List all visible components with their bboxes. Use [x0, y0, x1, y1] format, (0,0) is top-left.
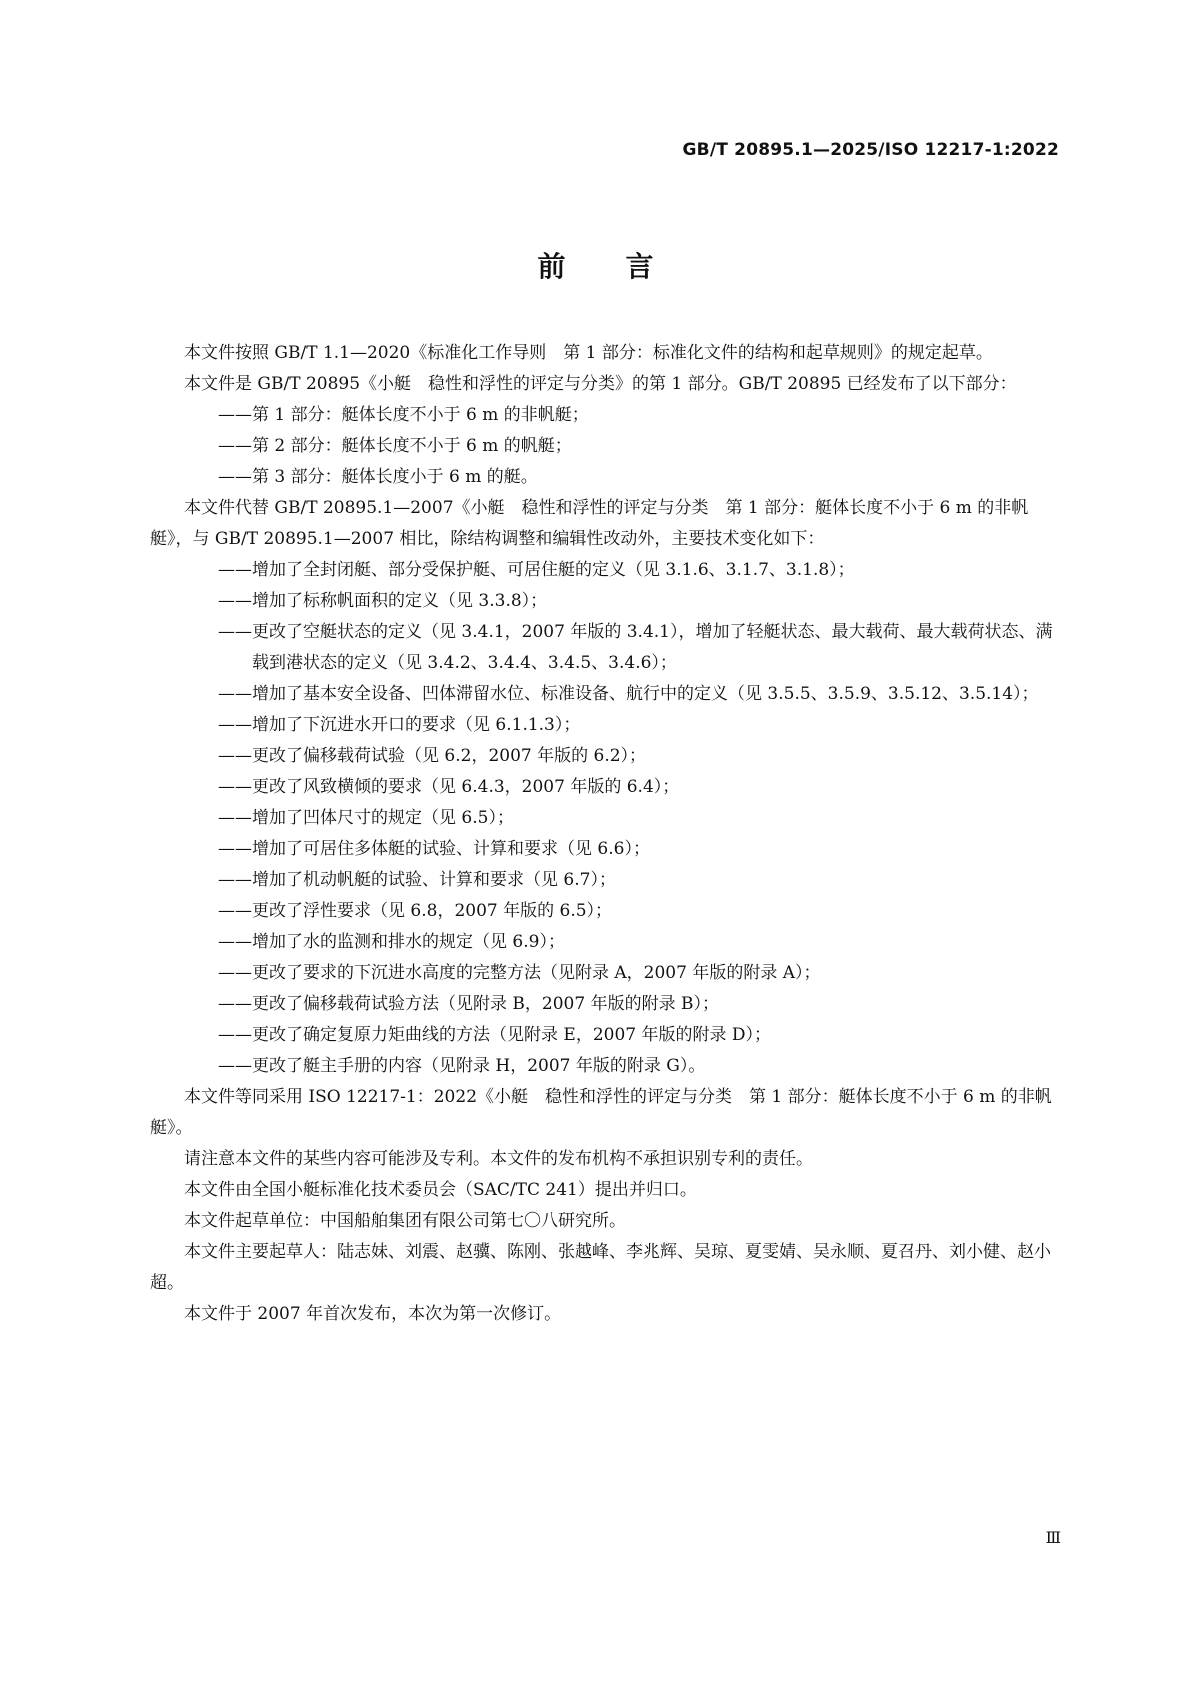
paragraph-proposer: 本文件由全国小艇标准化技术委员会（SAC/TC 241）提出并归口。 — [184, 1180, 697, 1200]
page-number: Ⅲ — [1045, 1528, 1061, 1547]
paragraph-series-parts: 本文件是 GB/T 20895《小艇 稳性和浮性的评定与分类》的第 1 部分。GB/T 20895 已经发布了以下部分： — [184, 374, 1017, 394]
list-item: ——第 1 部分：艇体长度不小于 6 m 的非帆艇； — [218, 405, 589, 425]
list-item: ——增加了全封闭艇、部分受保护艇、可居住艇的定义（见 3.1.6、3.1.7、3.1.8）； — [218, 560, 855, 580]
paragraph-history: 本文件于 2007 年首次发布，本次为第一次修订。 — [184, 1304, 562, 1324]
paragraph-drafters: 本文件主要起草人：陆志妹、刘震、赵骥、陈刚、张越峰、李兆辉、吴琼、夏雯婧、吴永顺、夏召丹、刘小健、赵小超。 — [150, 1242, 1051, 1293]
list-item: ——增加了凹体尺寸的规定（见 6.5）； — [218, 808, 514, 828]
list-item: ——更改了要求的下沉进水高度的完整方法（见附录 A，2007 年版的附录 A）； — [218, 963, 821, 983]
list-item: ——更改了偏移载荷试验（见 6.2，2007 年版的 6.2）； — [218, 746, 647, 766]
page-title: 前言 — [537, 250, 714, 283]
foreword-body — [150, 338, 1062, 1330]
list-item: ——增加了下沉进水开口的要求（见 6.1.1.3）； — [218, 715, 581, 735]
paragraph-replacement: 本文件代替 GB/T 20895.1—2007《小艇 稳性和浮性的评定与分类 第 1 部分：艇体长度不小于 6 m 的非帆艇》，与 GB/T 20895.1—2007 相比，除结构调整和编辑性改动外，主要技术变化如下： — [150, 498, 1029, 549]
list-item: ——第 2 部分：艇体长度不小于 6 m 的帆艇； — [218, 436, 572, 456]
list-item: ——第 3 部分：艇体长度小于 6 m 的艇。 — [218, 467, 538, 487]
list-item: ——增加了机动帆艇的试验、计算和要求（见 6.7）； — [218, 870, 616, 890]
list-item: ——更改了艇主手册的内容（见附录 H，2007 年版的附录 G）。 — [218, 1056, 706, 1076]
paragraph-drafting-rules: 本文件按照 GB/T 1.1—2020《标准化工作导则 第 1 部分：标准化文件的结构和起草规则》的规定起草。 — [184, 343, 993, 363]
list-item: ——更改了浮性要求（见 6.8，2007 年版的 6.5）； — [218, 901, 613, 921]
paragraph-equivalence: 本文件等同采用 ISO 12217-1：2022《小艇 稳性和浮性的评定与分类 第 1 部分：艇体长度不小于 6 m 的非帆艇》。 — [150, 1087, 1052, 1138]
list-item: ——增加了基本安全设备、凹体滞留水位、标准设备、航行中的定义（见 3.5.5、3.5.9、3.5.12、3.5.14）； — [218, 684, 1039, 704]
list-item: ——增加了水的监测和排水的规定（见 6.9）； — [218, 932, 565, 952]
document-code-header: GB/T 20895.1—2025/ISO 12217-1:2022 — [682, 140, 1059, 160]
list-item: ——增加了可居住多体艇的试验、计算和要求（见 6.6）； — [218, 839, 650, 859]
parts-list — [150, 400, 1062, 493]
list-item: ——更改了确定复原力矩曲线的方法（见附录 E，2007 年版的附录 D）； — [218, 1025, 772, 1045]
list-item: ——更改了空艇状态的定义（见 3.4.1，2007 年版的 3.4.1），增加了轻艇状态、最大载荷、最大载荷状态、满载到港状态的定义（见 3.4.2、3.4.4、3.4.5、3.4.6）； — [218, 622, 1053, 673]
list-item: ——更改了风致横倾的要求（见 6.4.3，2007 年版的 6.4）； — [218, 777, 680, 797]
changes-list — [150, 555, 1062, 1082]
list-item: ——更改了偏移载荷试验方法（见附录 B，2007 年版的附录 B）； — [218, 994, 719, 1014]
paragraph-patent-notice: 请注意本文件的某些内容可能涉及专利。本文件的发布机构不承担识别专利的责任。 — [184, 1149, 813, 1169]
paragraph-drafting-unit: 本文件起草单位：中国船舶集团有限公司第七〇八研究所。 — [184, 1211, 626, 1231]
list-item: ——增加了标称帆面积的定义（见 3.3.8）； — [218, 591, 548, 611]
